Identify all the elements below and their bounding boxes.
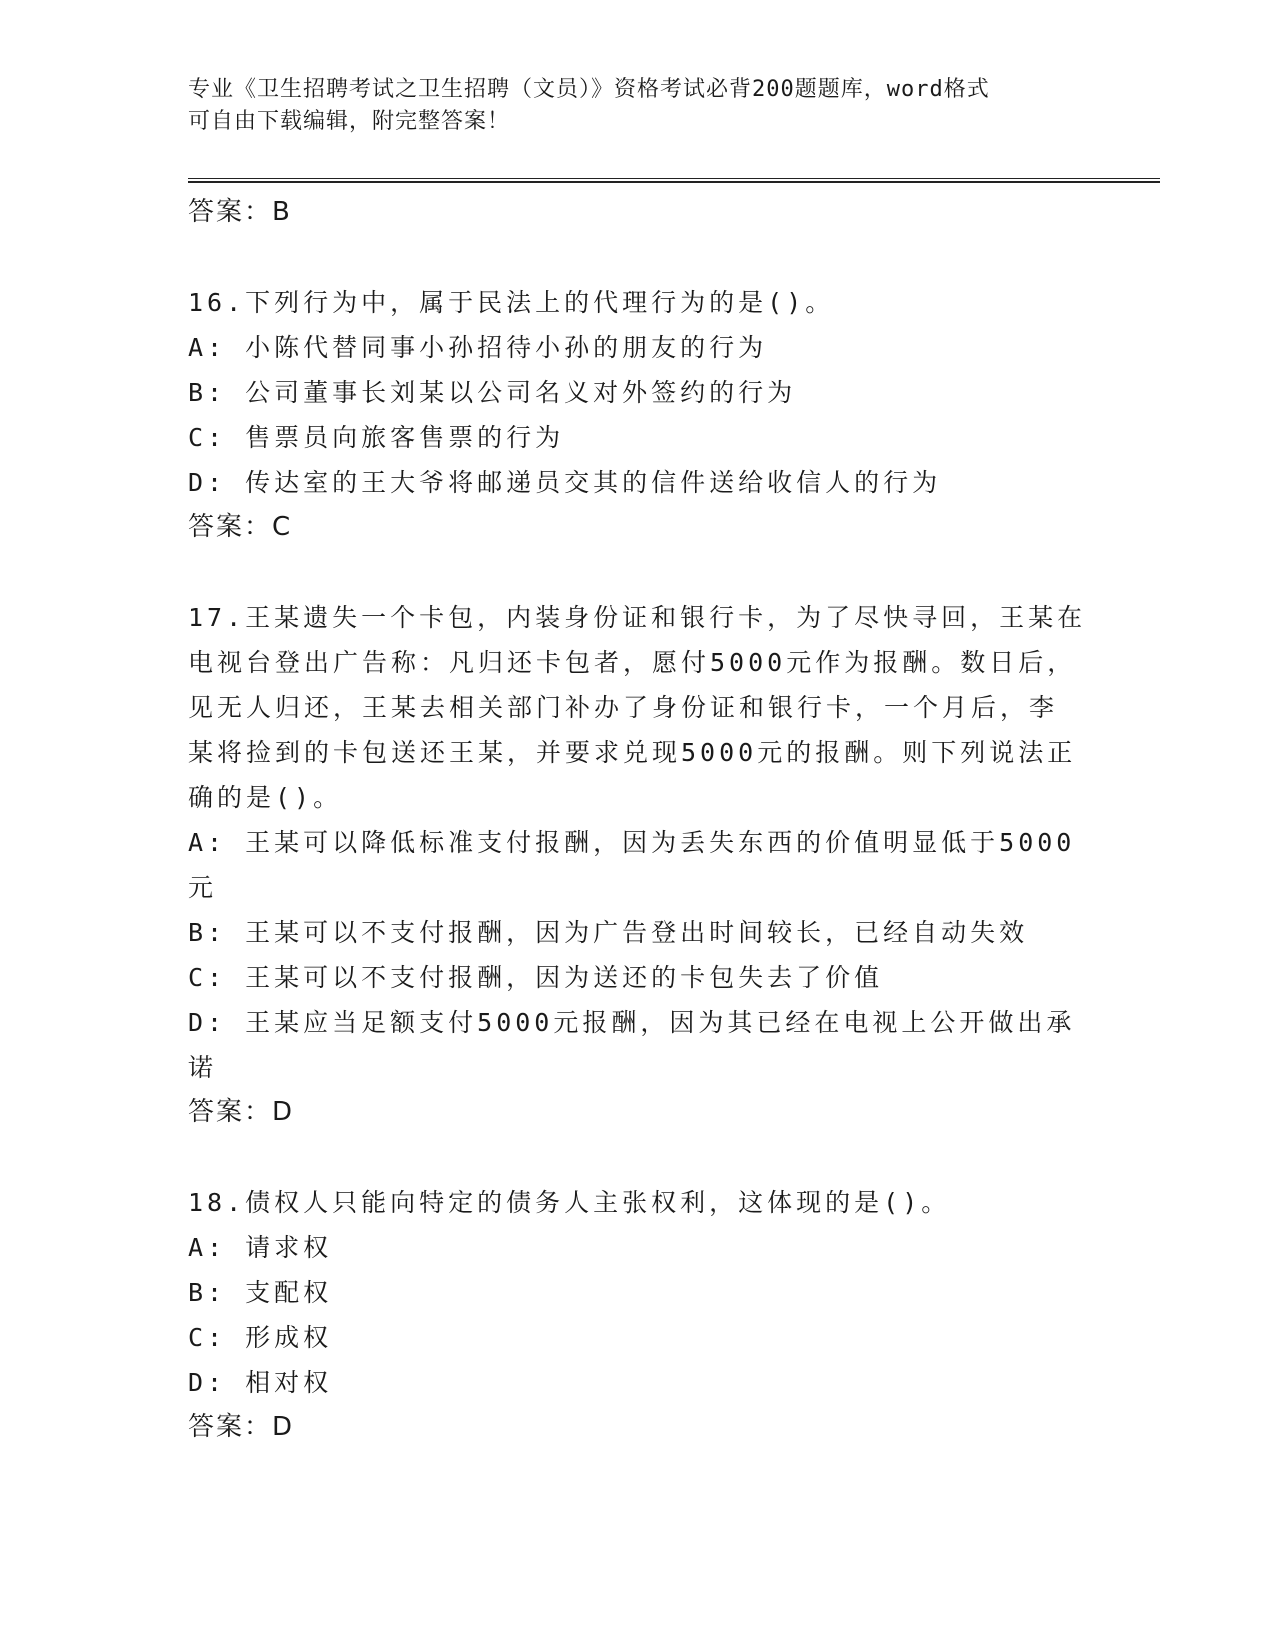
option-c: C: 售票员向旅客售票的行为 [188,423,565,452]
question-block [188,280,1088,550]
question-stem: 18.债权人只能向特定的债务人主张权利，这体现的是()。 [188,1188,951,1217]
question-block [188,1180,1088,1450]
answer-line: 答案：D [188,1412,295,1442]
answer-line: 答案：B [188,197,292,227]
header-line: 可自由下载编辑，附完整答案！ [188,109,511,134]
option-b: B: 公司董事长刘某以公司名义对外签约的行为 [188,378,797,407]
option-d-continued: 诺 [188,1053,218,1082]
option-a: A: 小陈代替同事小孙招待小孙的朋友的行为 [188,333,768,362]
option-a: A: 请求权 [188,1233,333,1262]
option-b: B: 支配权 [188,1278,333,1307]
question-stem: 16.下列行为中，属于民法上的代理行为的是()。 [188,288,835,317]
option-c: C: 王某可以不支付报酬，因为送还的卡包失去了价值 [188,963,884,992]
option-a: A: 王某可以降低标准支付报酬，因为丢失东西的价值明显低于5000 [188,828,1076,857]
spacer [188,235,1088,280]
answer-line: 答案：C [188,512,293,542]
answer-line: 答案：D [188,1097,295,1127]
spacer [188,1135,1088,1180]
header-divider [188,178,1160,183]
header-line: 专业《卫生招聘考试之卫生招聘（文员）》资格考试必背200题题库，word格式 [188,77,990,102]
document-header [188,74,1068,138]
option-a-continued: 元 [188,873,218,902]
question-stem: 电视台登出广告称：凡归还卡包者，愿付5000元作为报酬。数日后， [188,648,1077,677]
question-stem: 确的是()。 [188,783,343,812]
option-d: D: 传达室的王大爷将邮递员交其的信件送给收信人的行为 [188,468,942,497]
question-stem: 见无人归还，王某去相关部门补办了身份证和银行卡，一个月后，李 [188,693,1059,722]
option-c: C: 形成权 [188,1323,333,1352]
question-stem: 17.王某遗失一个卡包，内装身份证和银行卡，为了尽快寻回，王某在 [188,603,1087,632]
question-stem: 某将捡到的卡包送还王某，并要求兑现5000元的报酬。则下列说法正 [188,738,1077,767]
option-d: D: 相对权 [188,1368,333,1397]
option-d: D: 王某应当足额支付5000元报酬，因为其已经在电视上公开做出承 [188,1008,1076,1037]
spacer [188,550,1088,595]
question-block [188,595,1088,1135]
option-b: B: 王某可以不支付报酬，因为广告登出时间较长，已经自动失效 [188,918,1029,947]
question-list [188,190,1088,1450]
